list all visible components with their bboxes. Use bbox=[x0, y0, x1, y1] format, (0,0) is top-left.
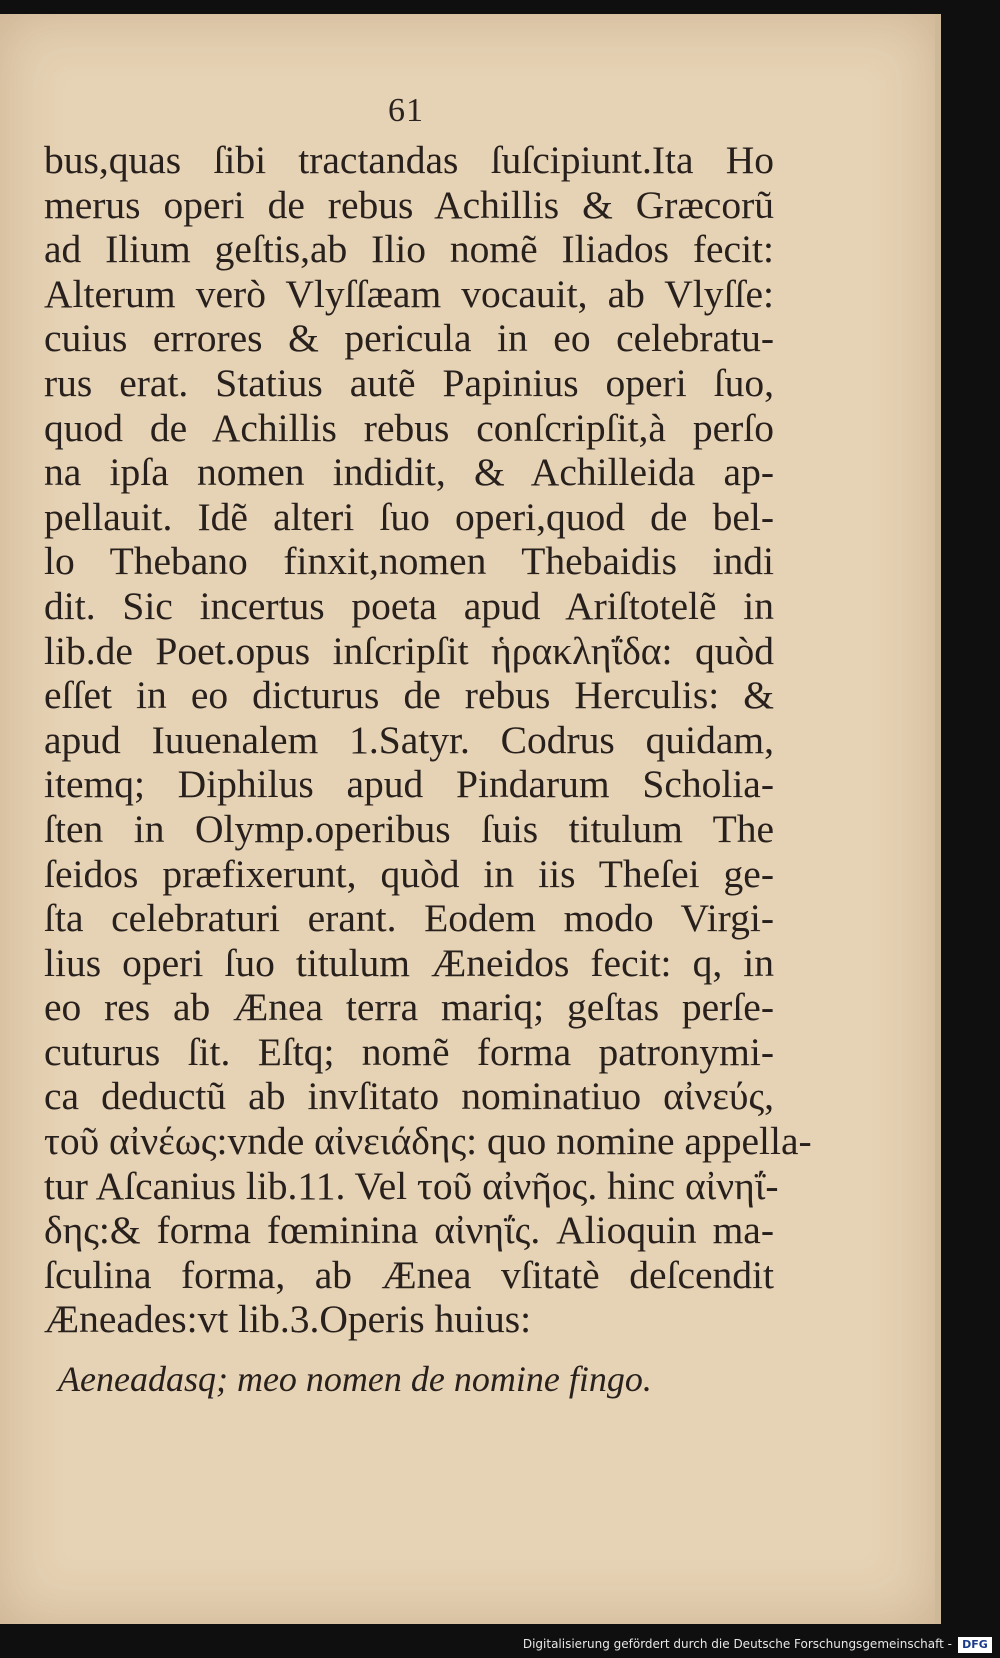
text-line: rus erat. Statius autẽ Papinius operi ſuo, bbox=[44, 360, 774, 405]
text-line: lo Thebano finxit,nomen Thebaidis indi bbox=[44, 539, 774, 584]
text-line: pellauit. Idẽ alteri ſuo operi,quod de bel- bbox=[44, 494, 774, 539]
verse-quotation: Aeneadasq; meo nomen de nomine fingo. bbox=[58, 1359, 652, 1399]
text-line: ca deductũ ab invſitato nominatiuo αἰνεύς, bbox=[44, 1074, 774, 1119]
text-line: cuius errores & pericula in eo celebratu- bbox=[44, 316, 774, 361]
text-line: Alterum verò Vlyſſæam vocauit, ab Vlyſſe: bbox=[44, 271, 774, 316]
text-line: tur Aſcanius lib.11. Vel τοῦ αἰνῆος. hinc αἰνηΐ- bbox=[44, 1163, 779, 1208]
text-line: itemq; Diphilus apud Pindarum Scholia- bbox=[44, 762, 774, 807]
text-line: quod de Achillis rebus conſcripſit,à perſo bbox=[44, 405, 774, 450]
dfg-logo-icon: DFG bbox=[958, 1637, 992, 1653]
text-line: bus,quas ſibi tractandas ſuſcipiunt.Ita Ho bbox=[44, 138, 774, 182]
text-line: ſten in Olymp.operibus ſuis titulum The bbox=[44, 806, 774, 851]
text-line: merus operi de rebus Achillis & Græcorũ bbox=[44, 182, 774, 227]
text-line: τοῦ αἰνέως:vnde αἰνειάδης: quo nomine appella- bbox=[44, 1119, 812, 1164]
text-line: eſſet in eo dicturus de rebus Herculis: & bbox=[44, 673, 774, 718]
page-number: 61 bbox=[388, 92, 424, 129]
text-line: ad Ilium geſtis,ab Ilio nomẽ Iliados fecit: bbox=[44, 227, 774, 272]
text-line: ſta celebraturi erant. Eodem modo Virgi- bbox=[44, 896, 774, 941]
funding-credit: Digitalisierung gefördert durch die Deutsche Forschungsgemeinschaft - bbox=[522, 1637, 952, 1651]
text-line: dit. Sic incertus poeta apud Ariſtotelẽ in bbox=[44, 583, 774, 628]
text-line: cuturus ſit. Eſtq; nomẽ forma patronymi- bbox=[44, 1029, 774, 1074]
body-text bbox=[44, 138, 812, 1342]
text-line: lius operi ſuo titulum Æneidos fecit: q, in bbox=[44, 940, 774, 985]
text-line: eo res ab Ænea terra mariq; geſtas perſe- bbox=[44, 985, 774, 1030]
text-line: lib.de Poet.opus inſcripſit ἡρακληΐδα: quòd bbox=[44, 628, 774, 673]
book-page bbox=[0, 14, 941, 1624]
text-line: δης:& forma fœminina αἰνηΐς. Alioquin ma- bbox=[44, 1208, 774, 1253]
text-line: ſeidos præfixerunt, quòd in iis Theſei ge- bbox=[44, 851, 774, 896]
text-line: na ipſa nomen indidit, & Achilleida ap- bbox=[44, 450, 774, 495]
text-line: apud Iuuenalem 1.Satyr. Codrus quidam, bbox=[44, 717, 774, 762]
text-line: ſculina forma, ab Ænea vſitatè deſcendit bbox=[44, 1252, 774, 1297]
text-line: Æneades:vt lib.3.Operis huius: bbox=[44, 1297, 532, 1342]
